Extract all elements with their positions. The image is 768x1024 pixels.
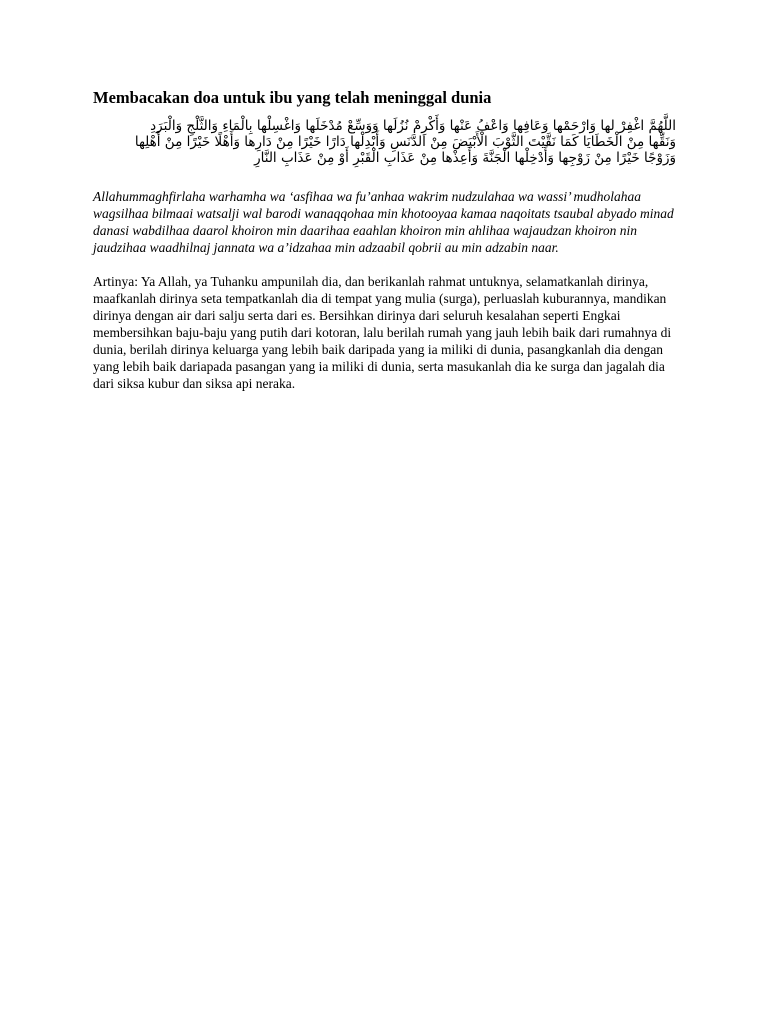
document-title: Membacakan doa untuk ibu yang telah meninggal dunia bbox=[93, 88, 492, 107]
document-page bbox=[93, 88, 676, 392]
arabic-line-3: وَزَوْجًا خَيْرًا مِنْ زَوْجِها وَأَدْخِلْها الْجَنَّةَ وَأَعِذْها مِنْ عَذَابِ الْقَبْرِ أَوْ مِنْ عَذَابِ النَّارِ bbox=[254, 150, 676, 166]
arabic-line-2: وَنَقِّها مِنْ الْخَطَايَا كَمَا نَقَّيْتَ الثَّوْبَ الْأَبْيَضَ مِنْ الدَّنَسِ وَأَبْدِلْها دَارًا خَيْرًا مِنْ دَارِها وَأَهْلًا خَيْرًا مِنْ أَهْلِها bbox=[134, 134, 676, 150]
arabic-prayer bbox=[93, 118, 676, 166]
transliteration-paragraph: Allahummaghfirlaha warhamha wa ‘asfihaa wa fu’anhaa wakrim nudzulahaa wa wassi’ mudholahaa wagsilhaa bilmaai watsalji wal barodi wanaqqohaa min khotooyaa kamaa naqoitats tsaubal abyado minad danasi wabdilhaa daarol khoiron min daarihaa eaahlan khoiron min ahlihaa wajaudzan khoiron nin jaudzihaa waadhilnaj jannata wa a’idzahaa min adzaabil qobrii au min adzabin naar. bbox=[93, 189, 674, 255]
translation-paragraph: Artinya: Ya Allah, ya Tuhanku ampunilah dia, dan berikanlah rahmat untuknya, selamatkanlah dirinya, maafkanlah dirinya seta tempatkanlah dia di tempat yang mulia (surga), perluaslah kuburannya, mandikan dirinya dengan air dari salju serta dari es. Bersihkan dirinya dari seluruh kesalahan seperti Engkai membersihkan baju-baju yang putih dari kotoran, lalu berilah rumah yang jauh lebih baik dari rumahnya di dunia, berilah dirinya keluarga yang lebih baik daripada yang ia miliki di dunia, pasangkanlah dia dengan yang lebih baik dariapada pasangan yang ia miliki di dunia, serta masukanlah dia ke surga dan jagalah dia dari siksa kubur dan siksa api neraka. bbox=[93, 274, 672, 391]
arabic-line-1: اللَّهُمَّ اغْفِرْ لها وَارْحَمْها وَعَافِها وَاعْفُ عَنْها وَأَكْرِمْ نُزُلَها وَوَسِّعْ مُدْخَلَها وَاغْسِلْها بِالْمَاءِ وَالثَّلْجِ وَالْبَرَدِ bbox=[150, 118, 676, 134]
